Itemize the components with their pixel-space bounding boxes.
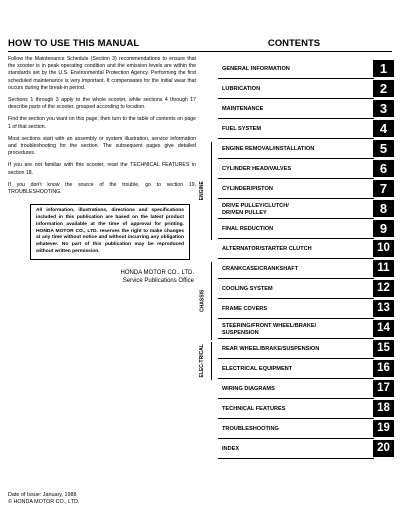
section-number-tab: 1 xyxy=(373,60,394,77)
publisher-block xyxy=(8,269,196,285)
contents-item-label: COOLING SYSTEM xyxy=(218,279,374,299)
contents-item-label: STEERING/FRONT WHEEL/BRAKE/ SUSPENSION xyxy=(218,319,374,339)
footer xyxy=(8,492,79,506)
contents-item-label: TROUBLESHOOTING xyxy=(218,419,374,439)
section-number-tab: 7 xyxy=(373,180,394,197)
contents-item-label: ALTERNATOR/STARTER CLUTCH xyxy=(218,239,374,259)
company-name: HONDA MOTOR CO., LTD. xyxy=(120,269,194,276)
issue-date: Date of Issue: January, 1988 xyxy=(8,492,77,498)
section-number-tab: 11 xyxy=(373,260,394,277)
find-section-paragraph: Find the section you want on this page, then turn to the table of contents on page 1 of that section. xyxy=(8,116,196,130)
contents-item-17[interactable] xyxy=(196,379,394,399)
contents-item-label: DRIVE PULLEY/CLUTCH/ DRIVEN PULLEY xyxy=(218,199,374,219)
section-number-tab: 10 xyxy=(373,240,394,257)
chassis-group-text: CHASSIS xyxy=(199,289,206,313)
chassis-group-rule xyxy=(211,262,212,340)
publications-office: Service Publications Office xyxy=(122,277,194,284)
troubleshooting-paragraph: If you don't know the source of the trouble, go to section 19, TROUBLESHOOTING. xyxy=(8,181,196,196)
section-number-tab: 15 xyxy=(373,340,394,357)
contents-item-label: LUBRICATION xyxy=(218,79,374,99)
copyright: © HONDA MOTOR CO., LTD. xyxy=(8,499,80,505)
contents-item-label: CYLINDER/PISTON xyxy=(218,179,374,199)
contents-header xyxy=(196,38,392,52)
contents-item-label: FINAL REDUCTION xyxy=(218,219,374,239)
sections-paragraph: Sections 1 through 3 apply to the whole scooter, while sections 4 through 17 describe parts of the scooter, grouped according to location. xyxy=(8,97,196,111)
contents-item-label: MAINTENANCE xyxy=(218,99,374,119)
engine-group-label xyxy=(196,142,210,240)
section-number-tab: 16 xyxy=(373,360,394,377)
notice-box: All information, illustrations, directions and specifications included in this publication are based on the latest product information available at the time of approval for printing. HONDA MOTOR CO., LTD. reserves the right to make changes at any time without notice and without incurring any obligation whatever. No part of this publication may be reproduced without written permission. xyxy=(30,204,190,260)
engine-group-rule xyxy=(211,142,212,240)
contents-item-label: TECHNICAL FEATURES xyxy=(218,399,374,419)
contents-item-5[interactable] xyxy=(196,139,394,159)
section-number-tab: 13 xyxy=(373,300,394,317)
section-number-tab: 5 xyxy=(373,140,394,157)
contents-item-label: ENGINE REMOVAL/INSTALLATION xyxy=(218,139,374,159)
section-number-tab: 8 xyxy=(373,200,394,217)
electrical-group-text: ELEC-TRICAL xyxy=(199,344,206,378)
section-number-tab: 20 xyxy=(373,440,394,457)
section-number-tab: 18 xyxy=(373,400,394,417)
engine-group-text: ENGINE xyxy=(199,181,206,201)
how-to-use-title: HOW TO USE THIS MANUAL xyxy=(8,38,196,52)
contents-item-19[interactable] xyxy=(196,419,394,439)
section-number-tab: 14 xyxy=(373,320,394,337)
electrical-group-label xyxy=(196,342,210,380)
contents-item-13[interactable] xyxy=(196,299,394,319)
how-to-use-section xyxy=(8,38,196,285)
contents-item-3[interactable] xyxy=(196,99,394,119)
contents-item-16[interactable] xyxy=(196,359,394,379)
section-number-tab: 6 xyxy=(373,160,394,177)
contents-item-18[interactable] xyxy=(196,399,394,419)
electrical-group-rule xyxy=(211,342,212,380)
contents-item-15[interactable] xyxy=(196,339,394,359)
contents-item-8[interactable] xyxy=(196,199,394,219)
contents-item-14[interactable] xyxy=(196,319,394,339)
contents-item-20[interactable] xyxy=(196,439,394,459)
section-start-paragraph: Most sections start with an assembly or system illustration, service information and troubleshooting for the section. The subsequent pages give detailed procedures. xyxy=(8,135,196,157)
chassis-group-label xyxy=(196,262,210,340)
contents-item-label: INDEX xyxy=(218,439,374,459)
section-number-tab: 4 xyxy=(373,120,394,137)
contents-item-label: ELECTRICAL EQUIPMENT xyxy=(218,359,374,379)
contents-item-11[interactable] xyxy=(196,259,394,279)
contents-item-1[interactable] xyxy=(196,59,394,79)
contents-item-label: GENERAL INFORMATION xyxy=(218,59,374,79)
contents-item-2[interactable] xyxy=(196,79,394,99)
contents-item-label: REAR WHEEL/BRAKE/SUSPENSION xyxy=(218,339,374,359)
technical-features-paragraph: If you are not familiar with this scooter, read the TECHNICAL FEATURES in section 18. xyxy=(8,162,196,176)
contents-item-label: FUEL SYSTEM xyxy=(218,119,374,139)
contents-item-10[interactable] xyxy=(196,239,394,259)
contents-item-4[interactable] xyxy=(196,119,394,139)
contents-title: CONTENTS xyxy=(196,38,392,52)
contents-item-12[interactable] xyxy=(196,279,394,299)
section-number-tab: 2 xyxy=(373,80,394,97)
intro-paragraph: Follow the Maintenance Schedule (Section 3) recommendations to ensure that the scooter is in peak operating condition and the emission levels are within the standards set by the U.S. Environmental Protection Agency. Performing the first scheduled maintenance is very important. It compensates for the initial wear that occurs during the break-in period. xyxy=(8,56,196,91)
section-number-tab: 3 xyxy=(373,100,394,117)
section-number-tab: 17 xyxy=(373,380,394,397)
contents-item-9[interactable] xyxy=(196,219,394,239)
section-number-tab: 19 xyxy=(373,420,394,437)
section-number-tab: 12 xyxy=(373,280,394,297)
contents-item-label: CYLINDER HEAD/VALVES xyxy=(218,159,374,179)
section-number-tab: 9 xyxy=(373,220,394,237)
contents-item-6[interactable] xyxy=(196,159,394,179)
contents-item-7[interactable] xyxy=(196,179,394,199)
contents-item-label: CRANKCASE/CRANKSHAFT xyxy=(218,259,374,279)
contents-item-label: WIRING DIAGRAMS xyxy=(218,379,374,399)
contents-item-label: FRAME COVERS xyxy=(218,299,374,319)
